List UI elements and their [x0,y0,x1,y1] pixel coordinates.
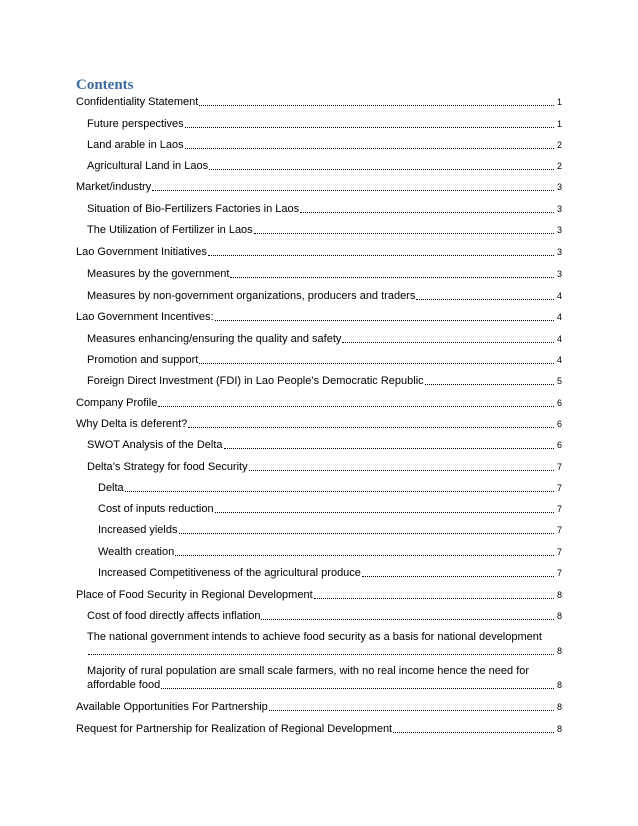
toc-page-number: 7 [556,504,562,514]
toc-entry[interactable] [76,95,562,109]
toc-page-number: 2 [556,161,562,171]
toc-entry-wrapped [76,664,562,692]
toc-entry-text: Request for Partnership for Realization of Regional Development [76,723,393,735]
dot-leader [393,728,554,733]
toc-entry-text: Why Delta is deferent? [76,418,188,430]
toc-entry-text: Confidentiality Statement [76,96,199,108]
toc-entry-text: Promotion and support [87,354,199,366]
toc-entry-text: Available Opportunities For Partnership [76,701,268,713]
toc-entry-text: Land arable in Laos [87,139,184,151]
dot-leader [208,251,554,256]
toc-entry[interactable] [76,481,562,495]
toc-page-number: 7 [556,568,562,578]
toc-page-number: 8 [556,590,562,600]
toc-entry-text: Delta’s Strategy for food Security [87,461,248,473]
toc-entry[interactable] [76,460,562,474]
toc-page-number: 8 [556,724,562,734]
toc-entry-text: Lao Government Initiatives [76,246,207,258]
toc-entry[interactable] [76,545,562,559]
toc-page-number: 7 [556,525,562,535]
dot-leader [261,615,554,620]
toc-page-number: 8 [556,702,562,712]
toc-entry[interactable] [76,310,562,324]
toc-entry-text: Foreign Direct Investment (FDI) in Lao People’s Democratic Republic [87,375,424,387]
toc-entry[interactable] [76,374,562,388]
dot-leader [185,144,554,149]
toc-entry-text: Agricultural Land in Laos [87,160,209,172]
dot-leader [185,123,554,128]
dot-leader [199,359,554,364]
dot-leader [152,186,554,191]
toc-entry-text: Situation of Bio-Fertilizers Factories in Laos [87,203,300,215]
toc-page-number: 5 [556,376,562,386]
dot-leader [215,316,554,321]
toc-page-number: 7 [556,462,562,472]
dot-leader [188,423,554,428]
toc-entry[interactable] [76,245,562,259]
toc-page-number: 4 [556,355,562,365]
dot-leader [362,572,554,577]
toc-entry-text: Cost of inputs reduction [98,503,214,515]
dot-leader [425,380,554,385]
dot-leader [199,101,554,106]
toc-entry[interactable] [76,417,562,431]
toc-entry-text: Market/industry [76,181,152,193]
dot-leader [179,529,554,534]
toc-page-number: 6 [556,440,562,450]
dot-leader [125,487,554,492]
toc-entry-text: Delta [98,482,124,494]
toc-entry[interactable] [76,664,562,692]
toc-entry-text-line1: Majority of rural population are small scale farmers, with no real income hence the need for [87,665,530,677]
toc-entry[interactable] [76,267,562,281]
toc-entry[interactable] [76,353,562,367]
dot-leader [269,706,554,711]
toc-entry[interactable] [76,630,562,658]
toc-entry[interactable] [76,438,562,452]
toc-entry-text: Increased Competitiveness of the agricultural produce [98,567,361,579]
toc-entry-text: Increased yields [98,524,178,536]
toc-entry-text: Measures enhancing/ensuring the quality and safety [87,333,342,345]
toc-entry[interactable] [76,523,562,537]
toc-entry[interactable] [76,202,562,216]
toc-entry[interactable] [76,159,562,173]
dot-leader [342,338,554,343]
dot-leader [230,273,554,278]
toc-entry-text: SWOT Analysis of the Delta [87,439,223,451]
toc-entry[interactable] [76,722,562,736]
toc-entry-text: Lao Government Incentives: [76,311,214,323]
toc-page-number: 4 [556,291,562,301]
toc-page-number: 3 [556,269,562,279]
toc-page-number: 6 [556,398,562,408]
toc-page-number: 1 [556,97,562,107]
dot-leader [314,594,554,599]
toc-page-number: 3 [556,204,562,214]
toc-page-number: 4 [556,312,562,322]
toc-title: Contents [76,77,134,93]
toc-page-number: 8 [556,680,562,690]
toc-page-number: 2 [556,140,562,150]
toc-entry[interactable] [76,223,562,237]
toc-entry-text: affordable food [87,679,161,691]
toc-page-number: 8 [556,646,562,656]
toc-entry[interactable] [76,138,562,152]
toc-entry[interactable] [76,566,562,580]
dot-leader [209,165,554,170]
toc-entry-text: Cost of food directly affects inflation [87,610,261,622]
toc-page-number: 4 [556,334,562,344]
toc-page-number: 3 [556,225,562,235]
toc-page-number: 7 [556,483,562,493]
toc-page-number: 7 [556,547,562,557]
dot-leader [416,295,554,300]
dot-leader [158,402,554,407]
toc-entry-wrapped [76,630,562,658]
toc-entry-text-line1: The national government intends to achieve food security as a basis for national development [87,631,542,643]
toc-entry[interactable] [76,332,562,346]
toc-entry-text: Measures by non-government organizations, producers and traders [87,290,416,302]
toc-page-number: 3 [556,182,562,192]
toc-entry[interactable] [76,502,562,516]
toc-entry-text: The Utilization of Fertilizer in Laos [87,224,253,236]
dot-leader [88,650,554,655]
toc-page-number: 3 [556,247,562,257]
toc-page-number: 1 [556,119,562,129]
toc-entry-text: Future perspectives [87,118,184,130]
toc-entry[interactable] [76,180,562,194]
dot-leader [161,684,554,689]
toc-entry[interactable] [76,396,562,410]
dot-leader [249,466,554,471]
toc-entry[interactable] [76,117,562,131]
toc-entry-text: Company Profile [76,397,158,409]
toc-page-number: 6 [556,419,562,429]
dot-leader [175,551,554,556]
toc-entry-text: Measures by the government [87,268,230,280]
dot-leader [254,229,554,234]
toc-entry[interactable] [76,700,562,714]
dot-leader [300,208,554,213]
toc-entry-text: Wealth creation [98,546,175,558]
toc-entry-text: Place of Food Security in Regional Development [76,589,313,601]
toc-entry[interactable] [76,588,562,602]
dot-leader [224,444,554,449]
toc-page-number: 8 [556,611,562,621]
dot-leader [215,508,554,513]
toc-entry[interactable] [76,609,562,623]
toc-entry[interactable] [76,289,562,303]
